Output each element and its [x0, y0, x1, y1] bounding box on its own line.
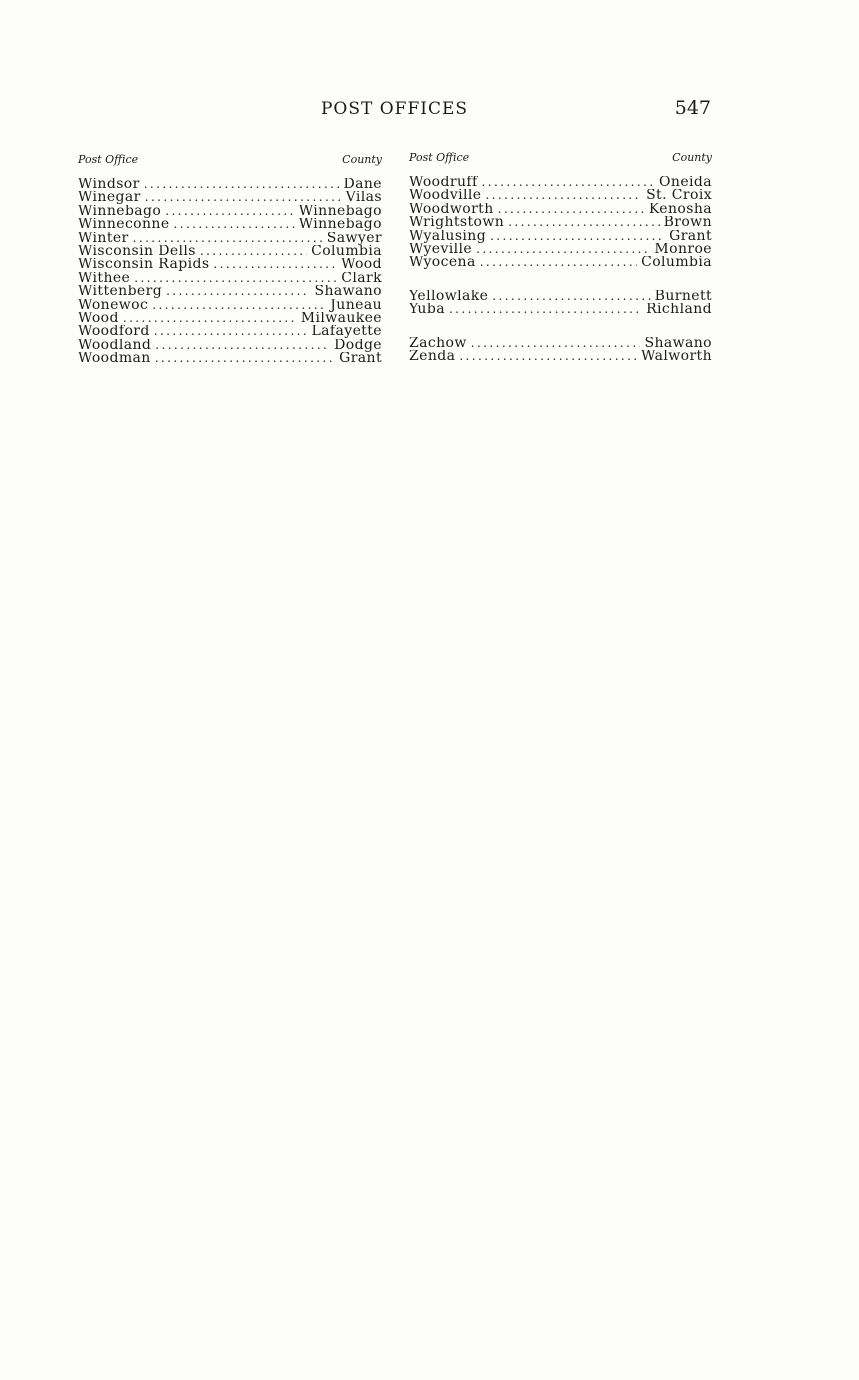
dot-leader: [200, 245, 307, 258]
county-name: Lafayette: [311, 325, 382, 339]
county-name: Milwaukee: [300, 311, 382, 326]
list-item: [409, 337, 712, 350]
dot-leader: [174, 218, 295, 231]
post-office-name: Woodman: [78, 352, 151, 366]
left-column-header: [78, 150, 382, 178]
list-item: [409, 230, 712, 243]
right-column: [409, 148, 712, 363]
county-name: Sawyer: [326, 231, 382, 245]
dot-leader: [508, 216, 659, 229]
post-office-name: Wood: [78, 311, 119, 326]
county-name: Winnebago: [298, 204, 382, 219]
post-office-name: Yuba: [409, 303, 445, 317]
dot-leader: [133, 232, 323, 245]
w-entries: [409, 176, 712, 270]
list-item: [409, 189, 712, 202]
list-item: [78, 352, 382, 365]
dot-leader: [498, 203, 645, 216]
county-name: Dodge: [334, 338, 382, 353]
post-office-name: Withee: [78, 271, 131, 286]
post-office-name: Wittenberg: [78, 285, 163, 299]
list-item: [409, 203, 712, 216]
left-column: [78, 150, 382, 365]
county-name: Kenosha: [648, 202, 712, 217]
dot-leader: [486, 189, 643, 202]
county-name: Columbia: [311, 244, 382, 259]
list-item: [78, 339, 382, 352]
dot-leader: [492, 290, 650, 303]
y-entries: [409, 290, 712, 317]
group-spacer: [409, 317, 712, 337]
post-office-name: Wisconsin Dells: [78, 244, 196, 259]
dot-leader: [471, 337, 641, 350]
county-name: Dane: [343, 178, 382, 192]
list-item: [409, 290, 712, 303]
dot-leader: [459, 350, 637, 363]
list-item: [78, 312, 382, 325]
county-header: County: [342, 153, 382, 166]
county-name: Brown: [663, 216, 712, 230]
county-name: Shawano: [314, 285, 382, 299]
list-item: [78, 205, 382, 218]
county-name: Monroe: [654, 242, 712, 257]
post-office-name: Wyalusing: [409, 229, 487, 243]
list-item: [78, 245, 382, 258]
dot-leader: [480, 256, 637, 269]
dot-leader: [165, 205, 295, 218]
dot-leader: [166, 285, 310, 298]
list-item: [78, 258, 382, 271]
list-item: [78, 218, 382, 231]
dot-leader: [134, 272, 337, 285]
county-name: Clark: [341, 271, 382, 286]
page-title: POST OFFICES: [320, 99, 469, 119]
county-name: Winnebago: [298, 218, 382, 232]
post-office-name: Woodville: [409, 189, 482, 203]
list-item: [78, 191, 382, 204]
post-office-header: Post Office: [409, 151, 470, 164]
right-column-header: [409, 148, 712, 176]
list-item: [78, 178, 382, 191]
county-header: County: [672, 151, 712, 164]
list-item: [78, 272, 382, 285]
post-office-name: Zenda: [409, 349, 456, 364]
dot-leader: [213, 258, 337, 271]
post-office-name: Winter: [78, 231, 129, 245]
list-item: [409, 176, 712, 189]
post-office-name: Wonewoc: [78, 298, 149, 312]
county-name: Juneau: [330, 298, 382, 312]
post-office-name: Winnebago: [78, 204, 162, 219]
county-name: Vilas: [345, 191, 382, 205]
county-name: St. Croix: [646, 189, 712, 203]
post-office-name: Winegar: [78, 191, 141, 205]
list-item: [78, 232, 382, 245]
list-item: [409, 303, 712, 316]
post-office-header: Post Office: [78, 153, 139, 166]
list-item: [78, 285, 382, 298]
post-office-name: Zachow: [409, 336, 467, 350]
list-item: [409, 350, 712, 363]
post-office-name: Woodworth: [409, 202, 494, 217]
county-name: Columbia: [641, 256, 712, 270]
dot-leader: [476, 243, 650, 256]
post-office-name: Windsor: [78, 178, 140, 192]
list-item: [409, 256, 712, 269]
county-name: Oneida: [659, 176, 712, 190]
post-office-name: Yellowlake: [409, 289, 489, 304]
post-office-name: Winneconne: [78, 218, 170, 232]
dot-leader: [144, 178, 340, 191]
list-item: [409, 216, 712, 229]
dot-leader: [152, 299, 326, 312]
dot-leader: [449, 303, 642, 316]
post-office-name: Woodford: [78, 325, 150, 339]
list-item: [409, 243, 712, 256]
dot-leader: [154, 325, 308, 338]
dot-leader: [490, 230, 665, 243]
county-name: Grant: [669, 229, 712, 243]
list-item: [78, 299, 382, 312]
post-office-name: Wisconsin Rapids: [78, 258, 210, 272]
page-number: 547: [674, 97, 711, 119]
dot-leader: [155, 339, 330, 352]
county-name: Grant: [339, 352, 382, 366]
post-office-name: Wyocena: [409, 256, 476, 270]
county-name: Burnett: [654, 289, 712, 304]
county-name: Wood: [341, 258, 382, 272]
dot-leader: [155, 352, 335, 365]
list-item: [78, 325, 382, 338]
left-entries: [78, 178, 382, 365]
county-name: Shawano: [644, 336, 712, 350]
group-spacer: [409, 270, 712, 290]
post-office-name: Woodruff: [409, 176, 478, 190]
county-name: Walworth: [641, 349, 712, 364]
dot-leader: [123, 312, 297, 325]
county-name: Richland: [646, 303, 712, 317]
z-entries: [409, 337, 712, 364]
post-office-name: Woodland: [78, 338, 152, 353]
dot-leader: [482, 176, 656, 189]
dot-leader: [145, 191, 342, 204]
post-office-name: Wyeville: [409, 242, 473, 257]
post-office-name: Wrightstown: [409, 216, 505, 230]
